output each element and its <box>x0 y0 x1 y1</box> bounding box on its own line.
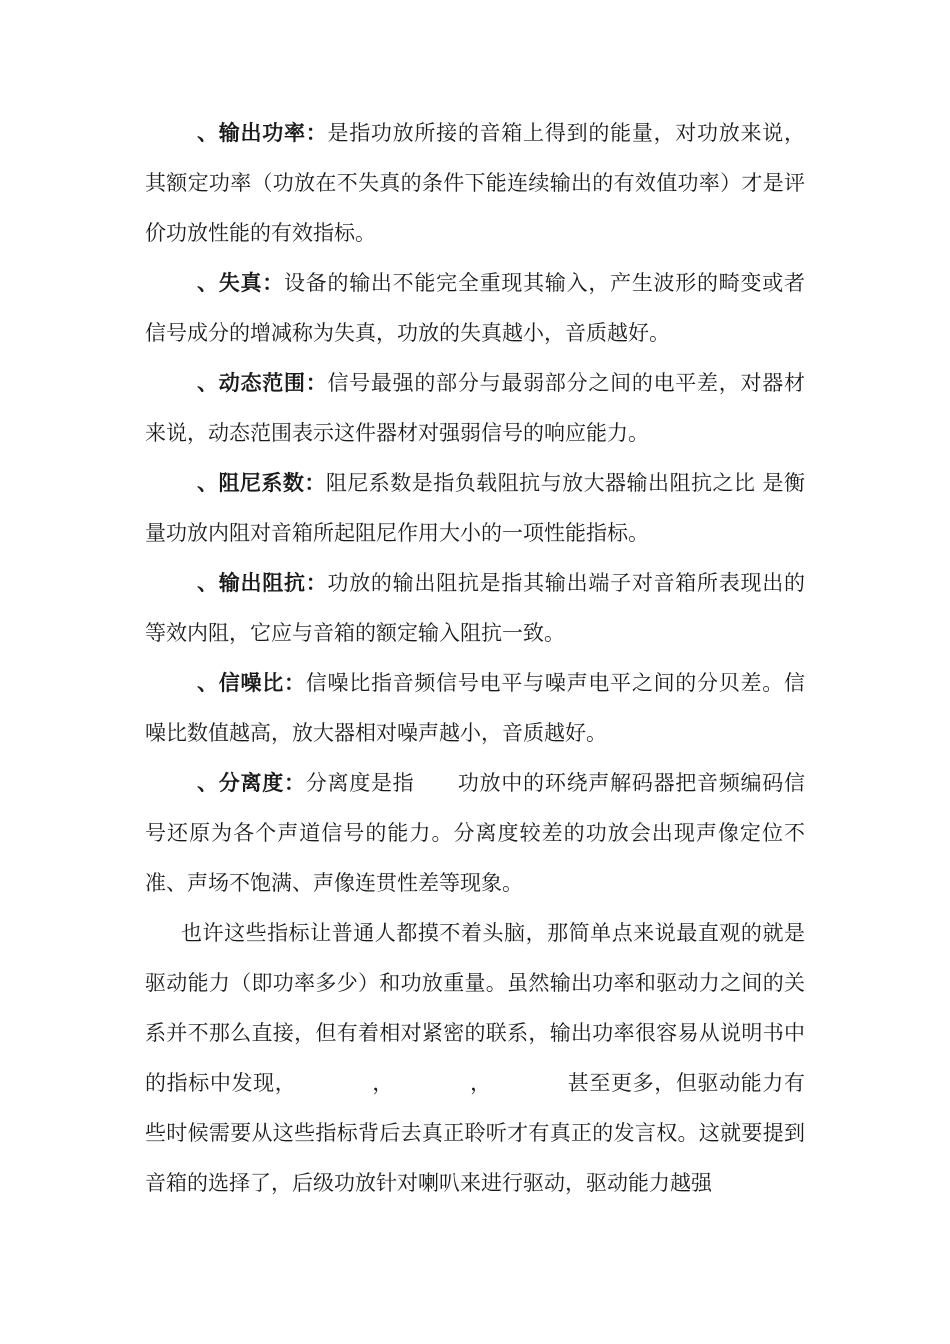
definition-snr: 信噪比指音频信号电平与噪声电平之间的分贝差。信噪比数值越高，放大器相对噪声越小，音质越好。 <box>145 671 806 745</box>
term-dynamic-range: 、动态范围： <box>197 371 328 395</box>
paragraph-separation <box>145 758 805 908</box>
paragraph-dynamic-range <box>145 358 805 458</box>
paragraph-closing: 也许这些指标让普通人都摸不着头脑，那简单点来说最直观的就是驱动能力（即功率多少）和功放重量。虽然输出功率和驱动力之间的关系并不那么直接，但有着相对紧密的联系，输出功率很容易从说明书中的指标中发现， ， ， 甚至更多，但驱动能力有些时候需要从这些指标背后去真正聆听才有真正的发言权。这就要提到音箱的选择了，后级功放针对喇叭来进行驱动，驱动能力越强 <box>145 921 805 1195</box>
body-text <box>145 108 805 1208</box>
term-distortion: 、失真： <box>197 271 284 295</box>
paragraph-damping-factor <box>145 458 805 558</box>
term-snr: 、信噪比： <box>197 671 306 695</box>
definition-damping-factor: 阻尼系数是指负载阻抗与放大器输出阻抗之比 是衡量功放内阻对音箱所起阻尼作用大小的一项性能指标。 <box>145 471 805 545</box>
term-output-power: 、输出功率： <box>197 121 328 145</box>
paragraph-snr <box>145 658 805 758</box>
definition-dynamic-range: 信号最强的部分与最弱部分之间的电平差，对器材来说，动态范围表示这件器材对强弱信号的响应能力。 <box>145 371 806 445</box>
term-separation: 、分离度： <box>197 771 306 795</box>
term-damping-factor: 、阻尼系数： <box>197 471 326 495</box>
definition-distortion: 设备的输出不能完全重现其输入，产生波形的畸变或者信号成分的增减称为失真，功放的失真越小，音质越好。 <box>145 271 806 345</box>
definition-output-impedance: 功放的输出阻抗是指其输出端子对音箱所表现出的等效内阻，它应与音箱的额定输入阻抗一致。 <box>145 571 806 645</box>
paragraph-distortion <box>145 258 805 358</box>
definition-separation: 分离度是指 功放中的环绕声解码器把音频编码信号还原为各个声道信号的能力。分离度较差的功放会出现声像定位不准、声场不饱满、声像连贯性差等现象。 <box>145 771 806 895</box>
paragraph-output-power <box>145 108 805 258</box>
term-output-impedance: 、输出阻抗： <box>197 571 328 595</box>
paragraph-output-impedance <box>145 558 805 658</box>
definition-output-power: 是指功放所接的音箱上得到的能量，对功放来说，其额定功率（功放在不失真的条件下能连续输出的有效值功率）才是评价功放性能的有效指标。 <box>145 121 806 245</box>
